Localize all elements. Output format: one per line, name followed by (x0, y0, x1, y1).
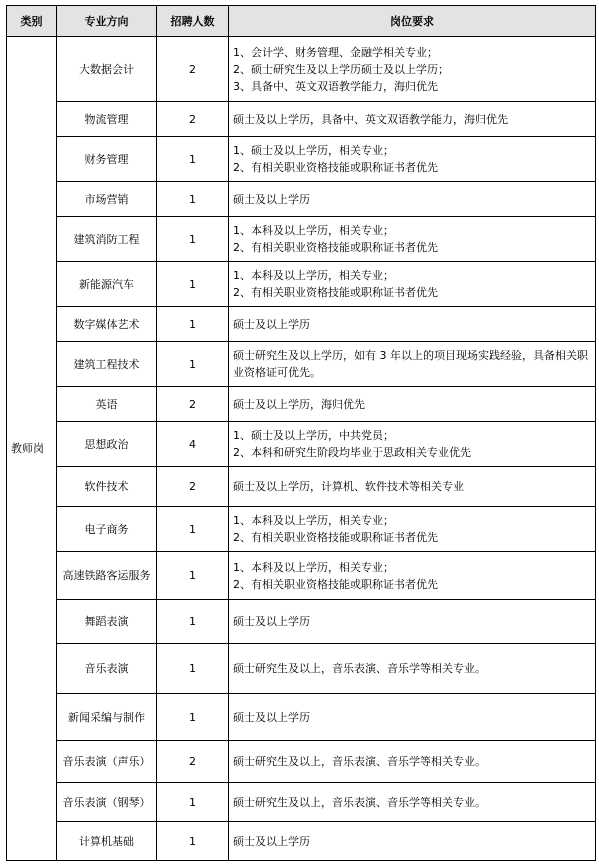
table-row (7, 102, 596, 137)
requirements-cell (229, 102, 596, 137)
requirement-line: 硕士及以上学历 (233, 710, 310, 724)
requirement-line: 1、硕士及以上学历，中共党员； (233, 429, 394, 442)
recruitment-table (6, 5, 596, 861)
requirement-line: 1、本科及以上学历，相关专业； (233, 269, 394, 282)
major-cell: 音乐表演（钢琴） (57, 783, 157, 822)
major-cell: 高速铁路客运服务 (57, 552, 157, 600)
table-row (7, 307, 596, 342)
count-cell: 1 (157, 644, 229, 694)
major-cell: 软件技术 (57, 467, 157, 507)
count-cell: 1 (157, 822, 229, 861)
requirements-cell (229, 467, 596, 507)
requirement-line: 硕士及以上学历 (233, 192, 310, 206)
requirement-line: 硕士研究生及以上学历，如有 3 年以上的项目现场实践经验，具备相关职业资格证可优先。 (233, 349, 588, 379)
header-major: 专业方向 (57, 6, 157, 37)
requirements-cell (229, 783, 596, 822)
requirement-line: 2、有相关职业资格技能或职称证书者优先 (233, 286, 438, 299)
major-cell: 音乐表演 (57, 644, 157, 694)
requirements-cell (229, 741, 596, 783)
category-cell: 教师岗 (7, 37, 57, 861)
table-row (7, 37, 596, 102)
table-row (7, 137, 596, 182)
table-row (7, 783, 596, 822)
requirement-line: 1、硕士及以上学历，相关专业； (233, 144, 394, 157)
requirement-line: 硕士及以上学历 (233, 615, 310, 628)
requirement-line: 硕士及以上学历，海归优先 (233, 397, 365, 411)
requirement-line: 硕士及以上学历 (233, 317, 310, 331)
major-cell: 大数据会计 (57, 37, 157, 102)
count-cell: 1 (157, 137, 229, 182)
requirement-line: 2、有相关职业资格技能或职称证书者优先 (233, 531, 438, 544)
requirements-cell (229, 37, 596, 102)
count-cell: 2 (157, 37, 229, 102)
table-row (7, 182, 596, 217)
major-cell: 音乐表演（声乐） (57, 741, 157, 783)
table-row (7, 262, 596, 307)
table-row (7, 600, 596, 644)
requirements-cell (229, 137, 596, 182)
requirements-cell (229, 644, 596, 694)
table-row (7, 467, 596, 507)
count-cell: 4 (157, 422, 229, 467)
major-cell: 舞蹈表演 (57, 600, 157, 644)
header-category: 类别 (7, 6, 57, 37)
requirement-line: 1、本科及以上学历，相关专业； (233, 224, 394, 237)
major-cell: 物流管理 (57, 102, 157, 137)
requirement-line: 2、有相关职业资格技能或职称证书者优先 (233, 577, 438, 591)
requirements-cell (229, 182, 596, 217)
major-cell: 新闻采编与制作 (57, 694, 157, 741)
count-cell: 1 (157, 783, 229, 822)
requirement-line: 3、具备中、英文双语教学能力，海归优先 (233, 79, 438, 93)
requirement-line: 硕士及以上学历，计算机、软件技术等相关专业 (233, 480, 464, 493)
requirements-cell (229, 507, 596, 552)
table-row (7, 822, 596, 861)
requirement-line: 硕士研究生及以上，音乐表演、音乐学等相关专业。 (233, 755, 486, 768)
major-cell: 数字媒体艺术 (57, 307, 157, 342)
count-cell: 1 (157, 182, 229, 217)
table-row (7, 507, 596, 552)
major-cell: 计算机基础 (57, 822, 157, 861)
major-cell: 财务管理 (57, 137, 157, 182)
requirement-line: 硕士及以上学历，具备中、英文双语教学能力，海归优先 (233, 112, 508, 126)
table-row (7, 552, 596, 600)
major-cell: 英语 (57, 387, 157, 422)
requirement-line: 2、有相关职业资格技能或职称证书者优先 (233, 161, 438, 174)
count-cell: 1 (157, 307, 229, 342)
count-cell: 2 (157, 387, 229, 422)
major-cell: 建筑工程技术 (57, 342, 157, 387)
requirements-cell (229, 822, 596, 861)
requirements-cell (229, 217, 596, 262)
table-row (7, 741, 596, 783)
requirements-cell (229, 387, 596, 422)
count-cell: 2 (157, 102, 229, 137)
requirement-line: 2、本科和研究生阶段均毕业于思政相关专业优先 (233, 446, 471, 459)
table-row (7, 387, 596, 422)
requirement-line: 1、本科及以上学历，相关专业； (233, 560, 394, 574)
major-cell: 思想政治 (57, 422, 157, 467)
requirement-line: 2、硕士研究生及以上学历硕士及以上学历； (233, 62, 449, 76)
table-body (7, 37, 596, 861)
count-cell: 1 (157, 217, 229, 262)
requirement-line: 硕士研究生及以上，音乐表演、音乐学等相关专业。 (233, 662, 486, 675)
count-cell: 1 (157, 262, 229, 307)
table-row (7, 342, 596, 387)
major-cell: 市场营销 (57, 182, 157, 217)
table-row (7, 644, 596, 694)
requirement-line: 1、本科及以上学历，相关专业； (233, 514, 394, 527)
requirements-cell (229, 262, 596, 307)
count-cell: 1 (157, 342, 229, 387)
count-cell: 1 (157, 600, 229, 644)
count-cell: 2 (157, 467, 229, 507)
major-cell: 电子商务 (57, 507, 157, 552)
requirements-cell (229, 600, 596, 644)
count-cell: 1 (157, 552, 229, 600)
requirements-cell (229, 422, 596, 467)
count-cell: 1 (157, 507, 229, 552)
count-cell: 1 (157, 694, 229, 741)
header-requirements: 岗位要求 (229, 6, 596, 37)
table-row (7, 694, 596, 741)
table-row (7, 422, 596, 467)
requirement-line: 2、有相关职业资格技能或职称证书者优先 (233, 241, 438, 254)
major-cell: 建筑消防工程 (57, 217, 157, 262)
requirements-cell (229, 552, 596, 600)
major-cell: 新能源汽车 (57, 262, 157, 307)
requirement-line: 硕士及以上学历 (233, 834, 310, 848)
requirements-cell (229, 342, 596, 387)
requirements-cell (229, 694, 596, 741)
requirement-line: 1、会计学、财务管理、金融学相关专业； (233, 45, 438, 59)
requirements-cell (229, 307, 596, 342)
count-cell: 2 (157, 741, 229, 783)
requirement-line: 硕士研究生及以上，音乐表演、音乐学等相关专业。 (233, 795, 486, 809)
table-row (7, 217, 596, 262)
header-count: 招聘人数 (157, 6, 229, 37)
header-row (7, 6, 596, 37)
